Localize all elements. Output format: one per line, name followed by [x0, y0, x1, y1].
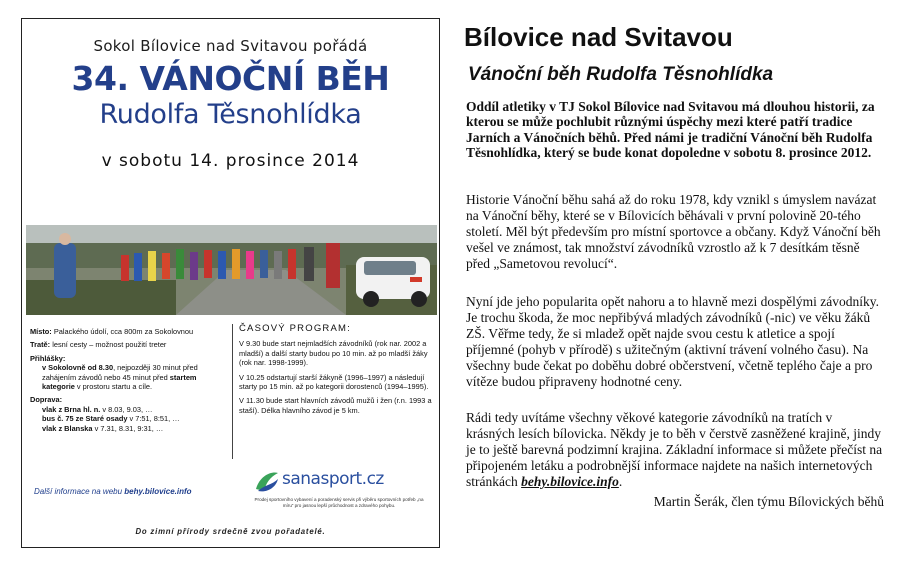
registration-deadline: , nejpozději 30 minut před zahájením závodů nebo 45 minut před: [42, 363, 198, 382]
tracks-value: lesní cesty – možnost použití treter: [52, 340, 167, 350]
transport-1-label: vlak z Brna hl. n.: [42, 404, 101, 414]
article-signature: Martin Šerák, člen týmu Bílovických běhů: [653, 494, 884, 509]
registration-place: v Sokolovně od 8.30: [42, 363, 114, 373]
race-poster: [21, 18, 440, 548]
info-registration: [30, 354, 230, 392]
poster-subtitle: Rudolfa Těsnohlídka: [99, 99, 362, 130]
paragraph-3-text: Rádi tedy uvítáme všechny věkové kategorie závodníků na tratích v krásných lesích bílovicka. Někdy je to běh v čerstvě zasněžené krajině, jindy je to ještě barevná podzimní krajina. Základní informace si můžete přečíst na připojeném letáku a podrobnější informace najdete na našich internetových stránkách: [466, 410, 883, 489]
transport-2-label: bus č. 75 ze Staré osady: [42, 414, 128, 424]
program-heading: ČASOVÝ PROGRAM:: [239, 323, 351, 334]
time-program: [232, 324, 439, 459]
event-info: [30, 327, 230, 437]
transport-1-value: v 8.03, 9.03, …: [100, 404, 153, 414]
program-item: V 11.30 bude start hlavních závodů mužů i žen (r.n. 1993 a staší). Délka hlavního závod je 5 km.: [239, 396, 432, 415]
paragraph-3-end: .: [618, 474, 623, 489]
poster-title: 34. VÁNOČNÍ BĚH: [71, 59, 390, 98]
sanasport-logo-icon: [254, 469, 280, 493]
registration-label: Přihlášky:: [30, 353, 66, 363]
article-paragraph-1: Historie Vánoční běhu sahá až do roku 1978, kdy vznikl s úmyslem navázat na Vánoční běhy, které se v Bílovicích běhávali v první polovině 20-tého století. Měl být především pro místní sportovce a občany. Když Vánoční běh vešel ve známost, tak množství závodníků vzrostlo až k 7 desítkám těsně před „Sametovou revolucí“.: [466, 192, 881, 271]
website-link[interactable]: behy.bilovice.info: [521, 474, 619, 489]
article-paragraph-3: [466, 410, 884, 490]
info-tracks: [30, 340, 230, 349]
registration-value: [30, 363, 230, 391]
sponsor-name: sanasport.cz: [282, 469, 384, 489]
program-item: V 9.30 bude start nejmladších závodníků (rok nar. 2002 a mladší) a další starty budou po 10 min. až po mladší žáky (rok nar. 1998-1999).: [239, 339, 428, 368]
article-lead: Oddíl atletiky v TJ Sokol Bílovice nad Svitavou má dlouhou historii, za kterou se může pochlubit různými úspěchy mezi které patří tradice Jarních a Vánočních běhů. Před námi je tradiční Vánoční běh Rudolfa Těsnohlídka, který se bude konat dopoledne v sobotu 8. prosince 2012.: [466, 99, 875, 160]
poster-organizer: Sokol Bílovice nad Svitavou pořádá: [93, 37, 368, 55]
poster-slogan: Do zimní přírody srdečně zvou pořadatelé.: [135, 527, 326, 536]
transport-label: Doprava:: [30, 395, 63, 405]
article-subtitle: Vánoční běh Rudolfa Těsnohlídka: [468, 64, 774, 85]
transport-3-value: v 7.31, 8.31, 9:31, …: [92, 423, 164, 433]
runners-photo: [26, 225, 437, 315]
tracks-label: Tratě:: [30, 340, 51, 350]
transport-train-brno: [30, 405, 230, 414]
transport-train-blansko: [30, 424, 230, 433]
transport-3-label: vlak z Blanska: [42, 423, 93, 433]
sponsor-logo: [250, 467, 430, 515]
place-value: Palackého údolí, cca 800m za Sokolovnou: [53, 327, 194, 336]
more-info: [34, 487, 192, 496]
runners-photo-illustration: [26, 225, 437, 315]
place-label: Místo:: [30, 327, 52, 336]
program-item: V 10.25 odstartují starší žákyně (1996–1997) a následují starty po 15 min. až po kategorii dorostenců (1994–1995).: [239, 372, 429, 392]
info-place: [30, 327, 230, 336]
sponsor-description: Prodej sportovního vybavení a poradenský servis při výběru sportovních potřeb „na míru“ pro jasnou lepší průchodnost a zdravého pohybu.: [254, 497, 424, 508]
registration-location: v prostoru startu a cíle.: [74, 382, 153, 392]
more-info-label: Další informace na webu: [34, 487, 123, 496]
article-paragraph-2: Nyní jde jeho popularita opět nahoru a to hlavně mezi dospělými závodníky. Je trochu škoda, že moc nepřibývá mladých závodníků (-nic) ve věku žáků ZŠ. Věřme tedy, že si mladež opět najde svou cestu k atletice a spojí příjemné (pohyb v přírodě) s užitečným (aktivní trávení volného času). Na všechny bude čekat po doběhu dobré občerstvení, včetně teplého čaje a pro vítěze budou připraveny hodnotné ceny.: [466, 294, 880, 389]
article-title: Bílovice nad Svitavou: [464, 22, 733, 52]
info-transport: [30, 395, 230, 433]
transport-bus: [30, 414, 230, 423]
more-info-link[interactable]: behy.bilovice.info: [124, 487, 192, 496]
transport-2-value: v 7:51, 8:51, …: [127, 414, 180, 424]
poster-date: v sobotu 14. prosince 2014: [101, 151, 360, 171]
registration-category: startem kategorie: [42, 372, 197, 392]
